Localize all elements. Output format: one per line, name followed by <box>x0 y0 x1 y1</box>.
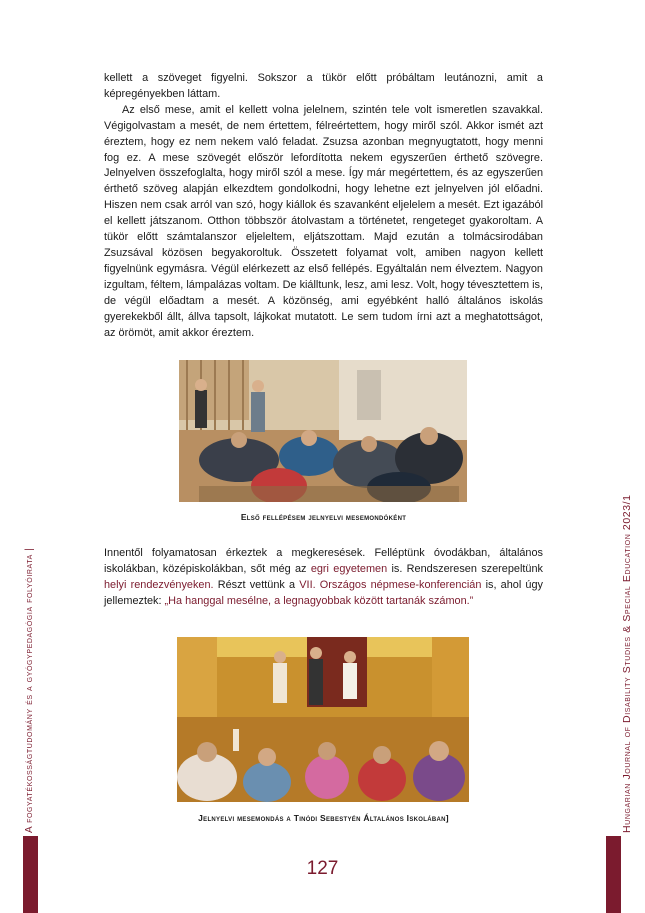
link-quote[interactable]: „Ha hanggal mesélne, a legnagyobbak között tartanák számon.” <box>164 594 474 607</box>
journal-title-right: Hungarian Journal of Disability Studies & Special Education 2023/1 <box>621 494 633 833</box>
link-helyi-rendezvenyek[interactable]: helyi rendezvényeken. <box>104 578 214 591</box>
photo-school-storytelling <box>177 637 469 802</box>
photo-first-performance <box>179 360 467 502</box>
paragraph-1: kellett a szöveget figyelni. Sokszor a tükör előtt próbáltam leutánozni, amit a képregényekben láttam. <box>104 72 543 100</box>
para3-text-1: Innentől folyamatosan érkeztek a megkeresések. Felléptünk óvodákban, általános iskolákban, középiskolákban, sőt még az <box>104 547 543 575</box>
paragraph-2: Az első mese, amit el kellett volna jelelnem, szintén tele volt ismeretlen szavakkal. Végigolvastam a mesét, de nem értettem, félreértettem, hogy miről szól. Akkor ismét azt éreztem, hogy ez nem nekem való feladat. Zsuzsa azonban megnyugtatott, hogy menni fog ez. A mese szövegét először lefordította nekem egyszerűen érthető szövegre. Jelnyelven összefoglalta, hogy miről szól a mese. Így már megértettem, és az egyszerűen érthető szöveg alapján elkezdtem gondolkodni, hogy lehetne ezt jelnyelven jól előadni. Hiszen nem csak arról van szó, hogy kiállok és szavanként eljelelem a mesét. Ezt igazából el kellett játszanom. Otthon többször átolvastam a történetet, rengeteget gyakoroltam. A tükör előtt számtalanszor eljeleltem, eljátszottam. Majd ezután a tolmácsirodában Zsuzsával közösen begyakoroltuk. Összetett folyamat volt, amiben nagyon kellett figyelnünk egymásra. Végül elérkezett az első fellépés. Egyáltalán nem élveztem. Nagyon izgultam, féltem, lámpalázas voltam. De kiálltunk, lesz, ami lesz. Volt, hogy tévesztettem is, de végül előadtam a mesét. A közönség, ami egyébként halló általános iskolás gyerekekből állt, állva tapsolt, lájkokat mutatott. Le sem tudom írni azt a meghatottságot, az örömöt, amit akkor éreztem. <box>104 103 543 339</box>
para3-text-3: Részt vettünk a <box>213 578 300 591</box>
link-egri-egyetem[interactable]: egri egyetemen <box>310 562 388 575</box>
caption-photo-1: Első fellépésem jelnyelvi mesemondóként <box>240 512 407 522</box>
para3-text-4: is, ahol úgy jellemeztek: <box>104 578 543 607</box>
link-nepmese-konferencia[interactable]: VII. Országos népmese-konferencián <box>299 578 482 591</box>
caption-photo-2: Jelnyelvi mesemondás a Tinódi Sebestyén Általános Iskolában] <box>198 813 449 823</box>
body-text-top <box>104 71 543 341</box>
paragraph-3 <box>104 546 543 610</box>
para3-text-2: is. Rendszeresen szerepeltünk <box>387 562 543 575</box>
journal-title-left: A fogyatékosságtudomány és a gyógypedagógia folyóirata | <box>24 547 35 833</box>
page-number: 127 <box>306 858 339 879</box>
